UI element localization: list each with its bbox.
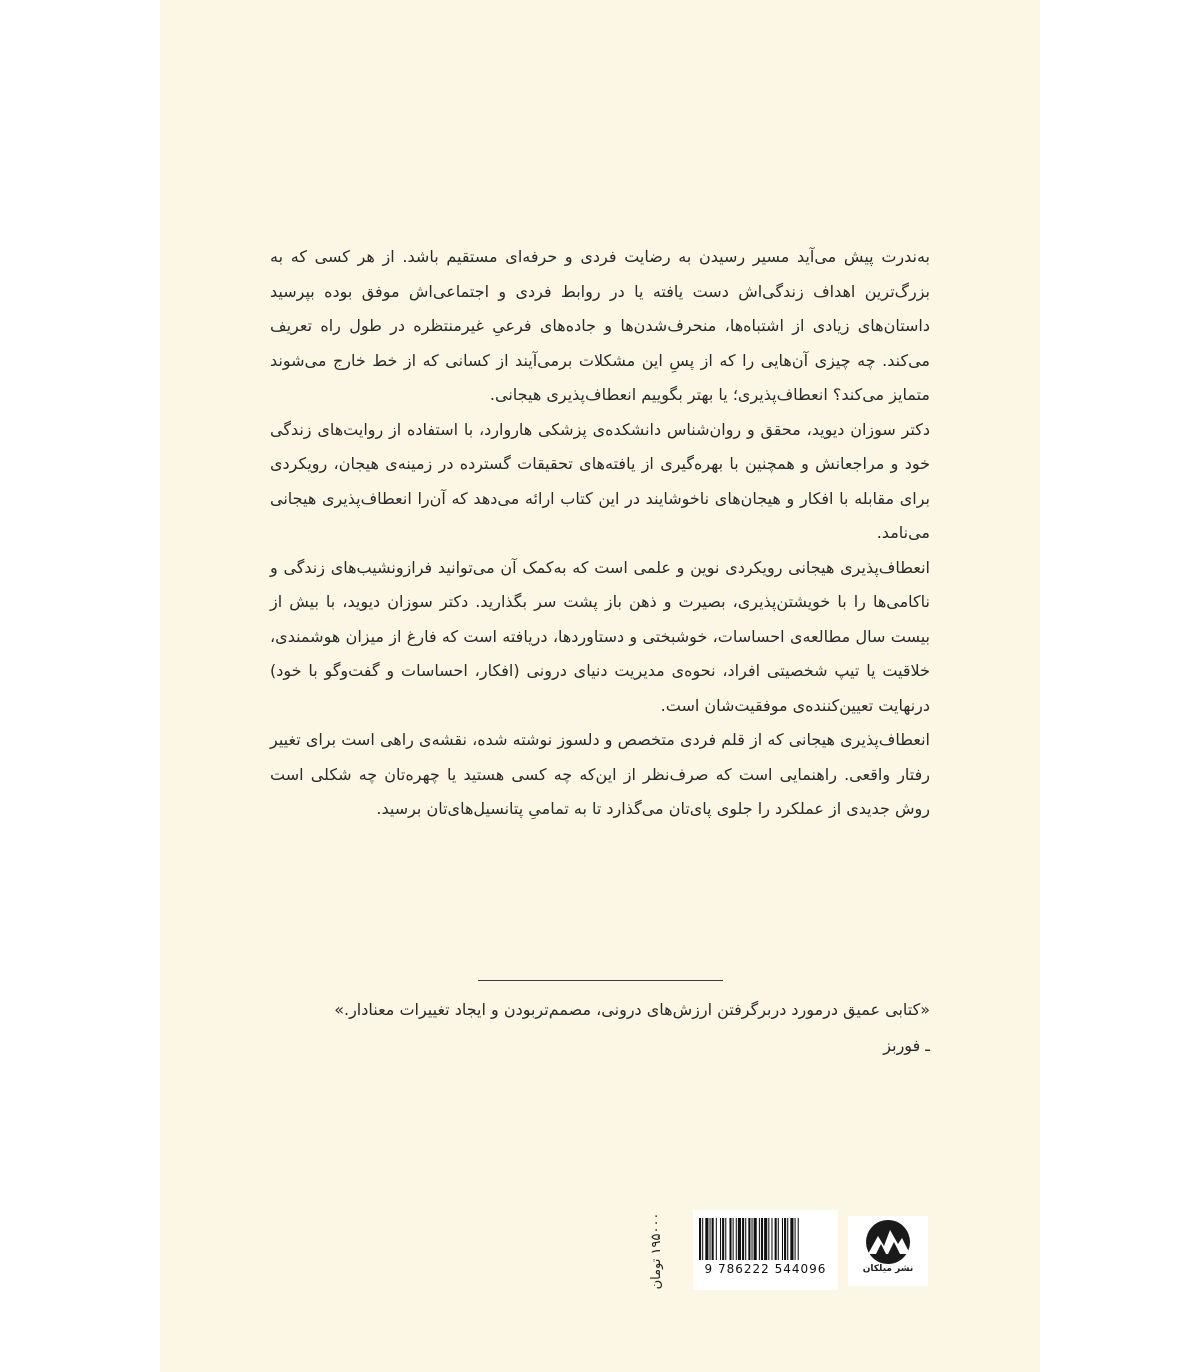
barcode-bar — [768, 1218, 769, 1260]
barcode-bar — [754, 1218, 757, 1260]
barcode-bar — [742, 1218, 744, 1260]
section-divider — [478, 980, 723, 981]
barcode-bar — [720, 1218, 721, 1260]
isbn-barcode — [693, 1210, 838, 1290]
barcode-bar — [759, 1218, 760, 1260]
publisher-name: نشر میلکان — [862, 1264, 914, 1274]
barcode-bar — [729, 1218, 731, 1260]
isbn-number: 9 786222 544096 — [704, 1262, 827, 1276]
barcode-bar — [736, 1218, 737, 1260]
barcode-bar — [787, 1218, 788, 1260]
description-paragraph-3: انعطاف‌پذیری هیجانی رویکردی نوین و علمی است که به‌کمک آن می‌توانید فرازونشیب‌های زندگی و ناکامی‌ها را با خویشتن‌پذیری، بصیرت و ذهن باز پشت سر بگذارید. دکتر سوزان دیوید، با بیش از بیست سال مطالعه‌ی احساسات، خوشبختی و دستاوردها، دریافته است که فارغ از میزان هوشمندی، خلاقیت یا تیپ شخصیتی افراد، نحوه‌ی مدیریت دنیای درونی (افکار، احساسات و گفت‌وگو با خود) درنهایت تعیین‌کننده‌ی موفقیت‌شان است. — [270, 557, 930, 715]
barcode-bars — [697, 1218, 834, 1260]
book-description — [270, 240, 930, 827]
barcode-bar — [764, 1218, 767, 1260]
barcode-bar — [778, 1218, 779, 1260]
barcode-bar — [710, 1218, 711, 1260]
barcode-bar — [798, 1218, 799, 1260]
back-cover — [160, 0, 1040, 1372]
barcode-bar — [725, 1218, 726, 1260]
description-paragraph-1: به‌ندرت پیش می‌آید مسیر رسیدن به رضایت فردی و حرفه‌ای مستقیم باشد. از هر کسی که به بزرگ‌ترین اهداف زندگی‌اش دست یافته یا در روابط فردی و اجتماعی‌اش موفق بوده بپرسید داستان‌های زیادی از اشتباه‌ها، منحرف‌شدن‌ها و جاده‌های فرعیِ غیرمنتظره در طول راه تعریف می‌کند. چه چیزی آن‌هایی را که از پسِ این مشکلات برمی‌آیند از کسانی که از خط خارج می‌شوند متمایز می‌کند؟ انعطاف‌پذیری؛ یا بهتر بگوییم انعطاف‌پذیری هیجانی. — [270, 247, 930, 404]
barcode-bar — [733, 1218, 734, 1260]
barcode-bar — [790, 1218, 793, 1260]
barcode-bar — [771, 1218, 772, 1260]
barcode-bar — [752, 1218, 753, 1260]
description-paragraph-2: دکتر سوزان دیوید، محقق و روان‌شناس دانشکده‌ی پزشکی هاروارد، با استفاده از روایت‌های زندگی خود و مراجعانش و همچنین با بهره‌گیری از یافته‌های تحقیقات گسترده در زمینه‌ی هیجان، رویکردی برای مقابله با افکار و هیجان‌های ناخوشایند در این کتاب ارائه می‌دهد که آن‌را انعطاف‌پذیری هیجانی می‌نامد. — [270, 419, 930, 542]
barcode-bar — [782, 1218, 783, 1260]
price-label: ۱۹۵۰۰۰ تومان — [649, 1212, 664, 1290]
barcode-bar — [699, 1218, 701, 1260]
barcode-bar — [775, 1218, 777, 1260]
description-paragraph-4: انعطاف‌پذیری هیجانی که از قلم فردی متخصص و دلسوز نوشته شده، نقشه‌ی راهی است برای تغییر رفتار واقعی. راهنمایی است که صرف‌نظر از این‌که چه کسی هستید یا چهره‌تان چه شکلی است روش جدیدی از عملکرد را جلوی پای‌تان می‌گذارد تا به تمامیِ پتانسیل‌های‌تان برسید. — [270, 730, 930, 818]
barcode-bar — [761, 1218, 763, 1260]
barcode-bar — [705, 1218, 708, 1260]
barcode-bar — [738, 1218, 741, 1260]
publisher-logo — [848, 1216, 928, 1286]
barcode-bar — [722, 1218, 724, 1260]
barcode-bar — [795, 1218, 796, 1260]
quote-source: ـ فوربز — [883, 1036, 930, 1055]
barcode-bar — [745, 1218, 746, 1260]
quote-text: «کتابی عمیق درمورد دربرگرفتن ارزش‌های درونی، مصمم‌تربودن و ایجاد تغییرات معنادار.» — [334, 1000, 930, 1019]
barcode-bar — [784, 1218, 786, 1260]
barcode-bar — [748, 1218, 750, 1260]
barcode-bar — [702, 1218, 703, 1260]
barcode-bar — [712, 1218, 714, 1260]
review-quote — [270, 992, 930, 1064]
mountain-logo-icon — [848, 1216, 928, 1266]
barcode-bar — [716, 1218, 717, 1260]
